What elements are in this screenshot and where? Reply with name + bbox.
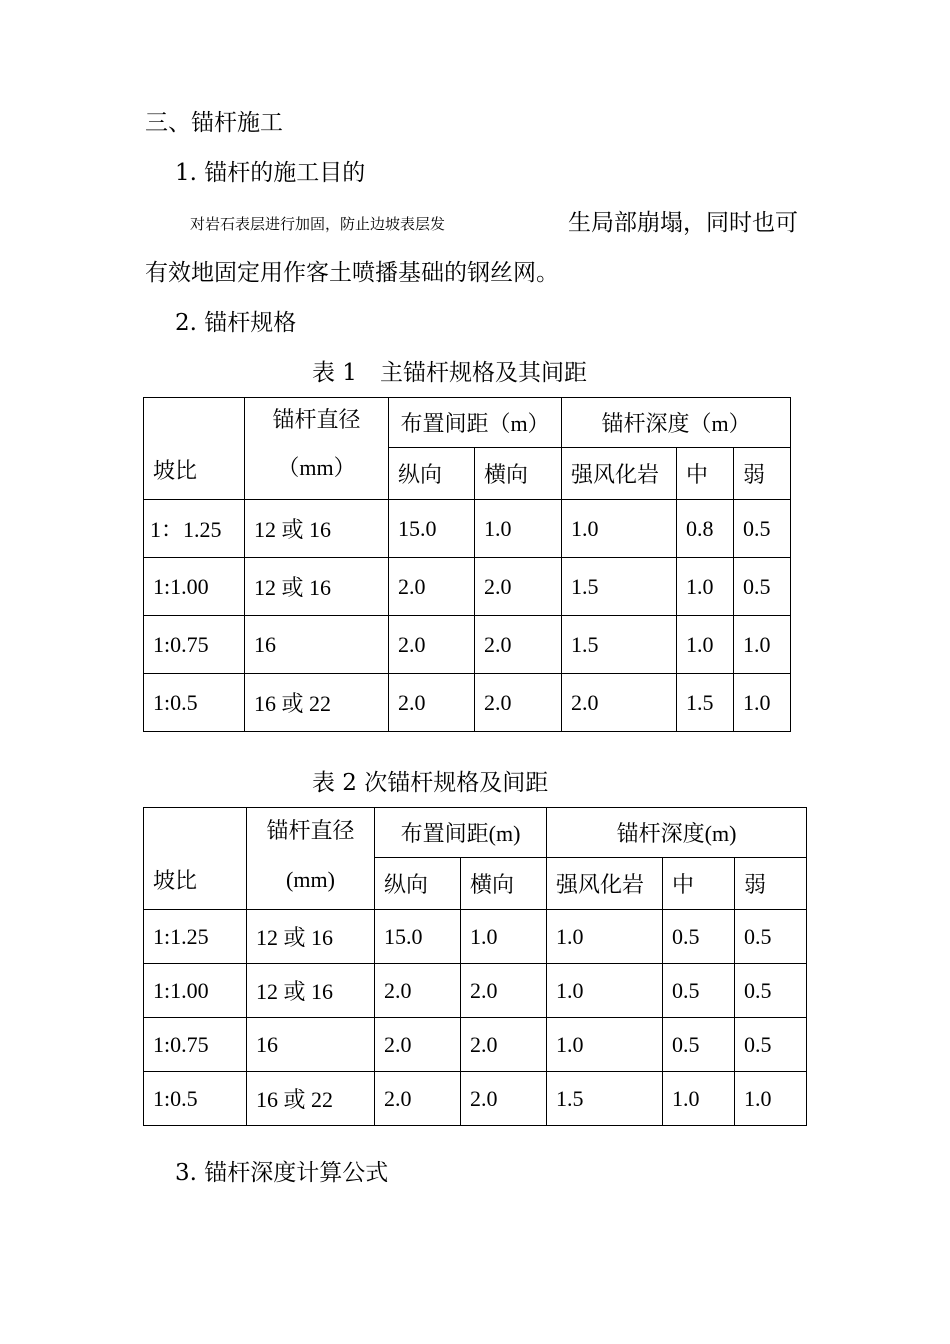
cell-medium: 1.0 [677, 616, 734, 674]
header-slope: 坡比 [144, 808, 247, 910]
header-spacing: 布置间距(m) [375, 808, 547, 858]
subsection-title-purpose: 1. 锚杆的施工目的 [175, 160, 366, 186]
header-longitudinal: 纵向 [389, 448, 475, 500]
header-medium: 中 [677, 448, 734, 500]
cell-slope: 1:1.25 [144, 910, 247, 964]
main-anchor-spec-table [143, 397, 791, 732]
cell-longitudinal: 2.0 [375, 964, 461, 1018]
table-row [144, 500, 791, 558]
cell-medium: 1.0 [677, 558, 734, 616]
header-diameter-label: 锚杆直径 [272, 407, 361, 432]
table-row [144, 964, 807, 1018]
header-depth: 锚杆深度(m) [547, 808, 807, 858]
subsection-title-spec: 2. 锚杆规格 [175, 310, 297, 336]
cell-strong: 2.0 [562, 674, 677, 732]
header-weak: 弱 [734, 448, 791, 500]
cell-weak: 0.5 [734, 558, 791, 616]
header-diameter-unit: (mm) [286, 867, 335, 892]
table2-caption: 表 2 次锚杆规格及间距 [312, 770, 549, 796]
cell-slope: 1:0.75 [144, 1018, 247, 1072]
cell-longitudinal: 2.0 [375, 1018, 461, 1072]
header-medium: 中 [663, 858, 735, 910]
table-row [144, 674, 791, 732]
secondary-anchor-spec-table [143, 807, 807, 1126]
cell-longitudinal: 15.0 [389, 500, 475, 558]
cell-diameter: 12 或 16 [247, 910, 375, 964]
header-diameter [247, 808, 375, 910]
header-depth: 锚杆深度（m） [562, 398, 791, 448]
header-slope: 坡比 [144, 398, 245, 500]
header-diameter-unit: （mm） [277, 455, 356, 480]
table1-caption: 表 1 主锚杆规格及其间距 [312, 360, 587, 386]
cell-weak: 0.5 [735, 1018, 807, 1072]
table-row [144, 558, 791, 616]
header-spacing: 布置间距（m） [389, 398, 562, 448]
paragraph-purpose-line2: 有效地固定用作客土喷播基础的钢丝网。 [145, 260, 559, 286]
table-row [144, 1072, 807, 1126]
header-strong-weathered: 强风化岩 [562, 448, 677, 500]
cell-strong: 1.5 [562, 558, 677, 616]
cell-slope: 1:0.5 [144, 674, 245, 732]
header-transverse: 横向 [461, 858, 547, 910]
cell-weak: 1.0 [734, 616, 791, 674]
cell-diameter: 16 或 22 [245, 674, 389, 732]
table-row [144, 1018, 807, 1072]
cell-longitudinal: 2.0 [389, 558, 475, 616]
cell-diameter: 12 或 16 [245, 500, 389, 558]
cell-weak: 0.5 [735, 910, 807, 964]
header-diameter-label: 锚杆直径 [266, 818, 355, 843]
cell-medium: 0.5 [663, 964, 735, 1018]
cell-weak: 1.0 [735, 1072, 807, 1126]
cell-weak: 1.0 [734, 674, 791, 732]
cell-medium: 0.5 [663, 910, 735, 964]
cell-longitudinal: 2.0 [389, 674, 475, 732]
cell-diameter: 12 或 16 [247, 964, 375, 1018]
paragraph-purpose-small-text: 对岩石表层进行加固，防止边坡表层发 [190, 215, 446, 233]
cell-strong: 1.5 [562, 616, 677, 674]
header-transverse: 横向 [475, 448, 562, 500]
cell-diameter: 16 [245, 616, 389, 674]
table-row [144, 616, 791, 674]
cell-medium: 0.8 [677, 500, 734, 558]
cell-transverse: 1.0 [461, 910, 547, 964]
cell-diameter: 12 或 16 [245, 558, 389, 616]
cell-transverse: 2.0 [475, 674, 562, 732]
header-diameter [245, 398, 389, 500]
cell-weak: 0.5 [735, 964, 807, 1018]
cell-medium: 1.5 [677, 674, 734, 732]
header-strong-weathered: 强风化岩 [547, 858, 663, 910]
cell-medium: 1.0 [663, 1072, 735, 1126]
cell-longitudinal: 2.0 [389, 616, 475, 674]
cell-strong: 1.0 [547, 1018, 663, 1072]
cell-slope: 1:1.00 [144, 964, 247, 1018]
cell-diameter: 16 或 22 [247, 1072, 375, 1126]
cell-transverse: 2.0 [475, 558, 562, 616]
header-weak: 弱 [735, 858, 807, 910]
cell-slope: 1:0.5 [144, 1072, 247, 1126]
cell-transverse: 2.0 [461, 1072, 547, 1126]
cell-strong: 1.0 [547, 964, 663, 1018]
cell-transverse: 2.0 [461, 964, 547, 1018]
cell-transverse: 2.0 [475, 616, 562, 674]
table-row [144, 910, 807, 964]
subsection-title-formula: 3. 锚杆深度计算公式 [175, 1160, 389, 1186]
header-longitudinal: 纵向 [375, 858, 461, 910]
cell-transverse: 1.0 [475, 500, 562, 558]
cell-strong: 1.5 [547, 1072, 663, 1126]
section-title: 三、锚杆施工 [145, 110, 283, 136]
paragraph-purpose-text: 生局部崩塌，同时也可 [568, 210, 798, 236]
cell-slope: 1:1.00 [144, 558, 245, 616]
cell-strong: 1.0 [562, 500, 677, 558]
cell-slope: 1:0.75 [144, 616, 245, 674]
cell-longitudinal: 2.0 [375, 1072, 461, 1126]
cell-slope: 1：1.25 [144, 500, 245, 558]
cell-transverse: 2.0 [461, 1018, 547, 1072]
cell-strong: 1.0 [547, 910, 663, 964]
cell-weak: 0.5 [734, 500, 791, 558]
cell-medium: 0.5 [663, 1018, 735, 1072]
cell-longitudinal: 15.0 [375, 910, 461, 964]
cell-diameter: 16 [247, 1018, 375, 1072]
